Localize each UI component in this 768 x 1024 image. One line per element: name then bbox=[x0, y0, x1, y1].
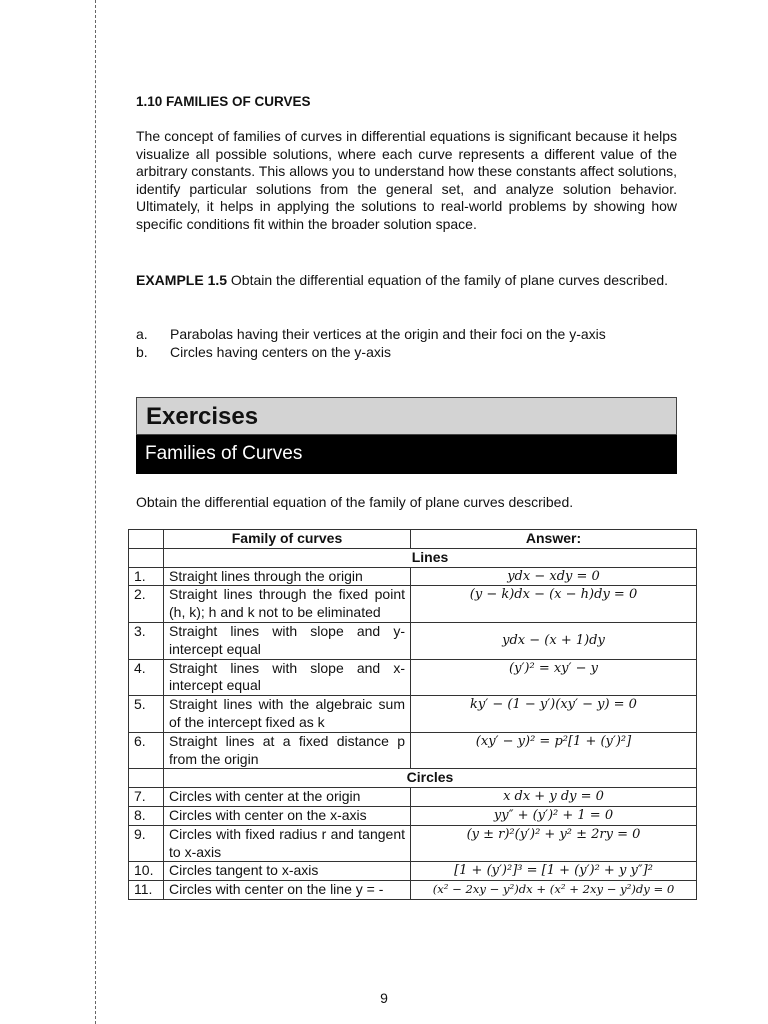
row-description: Circles with center on the line y = - bbox=[164, 881, 411, 900]
item-marker: b. bbox=[136, 344, 148, 360]
exercise-instruction: Obtain the differential equation of the family of plane curves described. bbox=[136, 494, 574, 510]
row-answer: ky′ − (1 − y′)(xy′ − y) = 0 bbox=[411, 696, 697, 733]
row-number: 5. bbox=[129, 696, 164, 733]
section-title: 1.10 FAMILIES OF CURVES bbox=[136, 94, 311, 109]
row-number: 1. bbox=[129, 567, 164, 586]
row-number: 11. bbox=[129, 881, 164, 900]
table-row bbox=[129, 806, 697, 825]
table-row bbox=[129, 622, 697, 659]
group-spacer-cell bbox=[129, 769, 164, 788]
group-label: Lines bbox=[164, 548, 697, 567]
table-row bbox=[129, 788, 697, 807]
item-text: Parabolas having their vertices at the origin and their foci on the y-axis bbox=[170, 326, 606, 342]
row-description: Straight lines with slope and y-intercept equal bbox=[164, 622, 411, 659]
row-answer: ydx − (x + 1)dy bbox=[411, 622, 697, 659]
item-text: Circles having centers on the y-axis bbox=[170, 344, 391, 360]
row-description: Straight lines through the origin bbox=[164, 567, 411, 586]
row-answer: (y − k)dx − (x − h)dy = 0 bbox=[411, 586, 697, 623]
group-label: Circles bbox=[164, 769, 697, 788]
header-answer: Answer: bbox=[411, 530, 697, 549]
row-description: Circles with fixed radius r and tangent to x-axis bbox=[164, 825, 411, 862]
group-row-circles bbox=[129, 769, 697, 788]
row-number: 10. bbox=[129, 862, 164, 881]
row-number: 8. bbox=[129, 806, 164, 825]
example-item-list bbox=[136, 325, 606, 361]
table-row bbox=[129, 567, 697, 586]
row-answer: ydx − xdy = 0 bbox=[411, 567, 697, 586]
table-row bbox=[129, 732, 697, 769]
table-row bbox=[129, 862, 697, 881]
row-answer: x dx + y dy = 0 bbox=[411, 788, 697, 807]
exercises-heading: Exercises bbox=[136, 397, 677, 435]
table-row bbox=[129, 825, 697, 862]
row-description: Circles with center on the x-axis bbox=[164, 806, 411, 825]
row-answer: (y′)² = xy′ − y bbox=[411, 659, 697, 696]
row-answer: (x² − 2xy − y²)dx + (x² + 2xy − y²)dy = 0 bbox=[411, 881, 697, 900]
example-item bbox=[136, 325, 606, 343]
row-answer: yy″ + (y′)² + 1 = 0 bbox=[411, 806, 697, 825]
row-description: Circles with center at the origin bbox=[164, 788, 411, 807]
example-item bbox=[136, 343, 606, 361]
row-number: 4. bbox=[129, 659, 164, 696]
row-answer: (y ± r)²(y′)² + y² ± 2ry = 0 bbox=[411, 825, 697, 862]
row-answer: (xy′ − y)² = p²[1 + (y′)²] bbox=[411, 732, 697, 769]
row-description: Circles tangent to x-axis bbox=[164, 862, 411, 881]
margin-dashed-rule bbox=[95, 0, 96, 1024]
group-spacer-cell bbox=[129, 548, 164, 567]
row-number: 7. bbox=[129, 788, 164, 807]
table-row bbox=[129, 659, 697, 696]
row-description: Straight lines through the fixed point (h, k); h and k not to be eliminated bbox=[164, 586, 411, 623]
curves-table bbox=[128, 529, 697, 900]
intro-paragraph: The concept of families of curves in differential equations is significant because it helps visualize all possible solutions, where each curve represents a different value of the arbitrary constants. This allows you to understand how these constants affect solutions, identify particular solutions from the general set, and analyze solution behavior. Ultimately, it helps in applying the solutions to real-world problems by showing how specific conditions fit within the broader solution space. bbox=[136, 128, 677, 232]
page-number: 9 bbox=[380, 990, 388, 1006]
example-statement bbox=[136, 272, 677, 290]
row-number: 3. bbox=[129, 622, 164, 659]
example-text: Obtain the differential equation of the family of plane curves described. bbox=[227, 272, 669, 288]
table-row bbox=[129, 696, 697, 733]
row-description: Straight lines at a fixed distance p from the origin bbox=[164, 732, 411, 769]
example-label: EXAMPLE 1.5 bbox=[136, 272, 228, 288]
table-row bbox=[129, 881, 697, 900]
row-description: Straight lines with slope and x-intercept equal bbox=[164, 659, 411, 696]
row-number: 6. bbox=[129, 732, 164, 769]
table-row bbox=[129, 586, 697, 623]
table-header-row bbox=[129, 530, 697, 549]
row-answer: [1 + (y′)²]³ = [1 + (y′)² + y y″]² bbox=[411, 862, 697, 881]
row-number: 2. bbox=[129, 586, 164, 623]
row-description: Straight lines with the algebraic sum of the intercept fixed as k bbox=[164, 696, 411, 733]
header-family-of-curves: Family of curves bbox=[164, 530, 411, 549]
exercises-subheading: Families of Curves bbox=[136, 435, 677, 474]
row-number: 9. bbox=[129, 825, 164, 862]
header-number-cell bbox=[129, 530, 164, 549]
group-row-lines bbox=[129, 548, 697, 567]
item-marker: a. bbox=[136, 326, 148, 342]
exercises-banner bbox=[136, 397, 677, 475]
